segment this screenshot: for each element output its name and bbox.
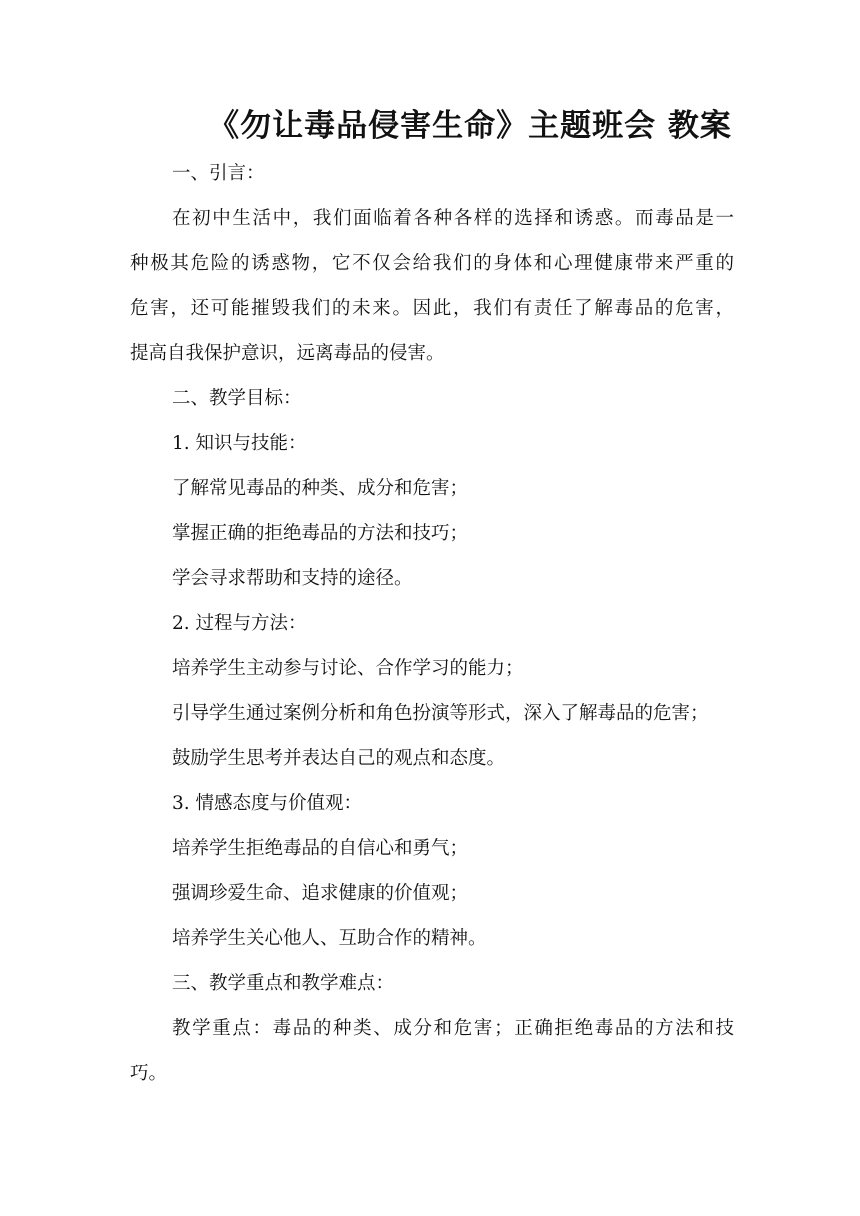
list-item: 培养学生关心他人、互助合作的精神。	[172, 928, 487, 949]
subsection-heading: 1. 知识与技能：	[172, 433, 307, 454]
list-item: 引导学生通过案例分析和角色扮演等形式，深入了解毒品的危害；	[172, 703, 709, 724]
section-heading-introduction: 一、引言：	[172, 163, 265, 184]
list-item: 培养学生拒绝毒品的自信心和勇气；	[172, 838, 469, 859]
paragraph-line: 种极其危险的诱惑物，它不仅会给我们的身体和心理健康带来严重的	[130, 253, 734, 274]
paragraph-line: 巧。	[130, 1063, 168, 1084]
section-heading-key-points: 三、教学重点和教学难点：	[172, 973, 395, 994]
subsection-heading: 2. 过程与方法：	[172, 613, 307, 634]
list-item: 培养学生主动参与讨论、合作学习的能力；	[172, 658, 524, 679]
document-title: 《勿让毒品侵害生命》主题班会 教案	[208, 108, 732, 144]
list-item: 强调珍爱生命、追求健康的价值观；	[172, 883, 469, 904]
paragraph-line: 危害，还可能摧毁我们的未来。因此，我们有责任了解毒品的危害，	[130, 298, 734, 319]
section-heading-objectives: 二、教学目标：	[172, 388, 302, 409]
list-item: 学会寻求帮助和支持的途径。	[172, 568, 413, 589]
paragraph-line: 教学重点：毒品的种类、成分和危害；正确拒绝毒品的方法和技	[172, 1018, 734, 1039]
list-item: 掌握正确的拒绝毒品的方法和技巧；	[172, 523, 469, 544]
subsection-heading: 3. 情感态度与价值观：	[172, 793, 363, 814]
paragraph-line: 提高自我保护意识，远离毒品的侵害。	[130, 343, 445, 364]
list-item: 了解常见毒品的种类、成分和危害；	[172, 478, 469, 499]
list-item: 鼓励学生思考并表达自己的观点和态度。	[172, 748, 506, 769]
paragraph-line: 在初中生活中，我们面临着各种各样的选择和诱惑。而毒品是一	[172, 208, 734, 229]
